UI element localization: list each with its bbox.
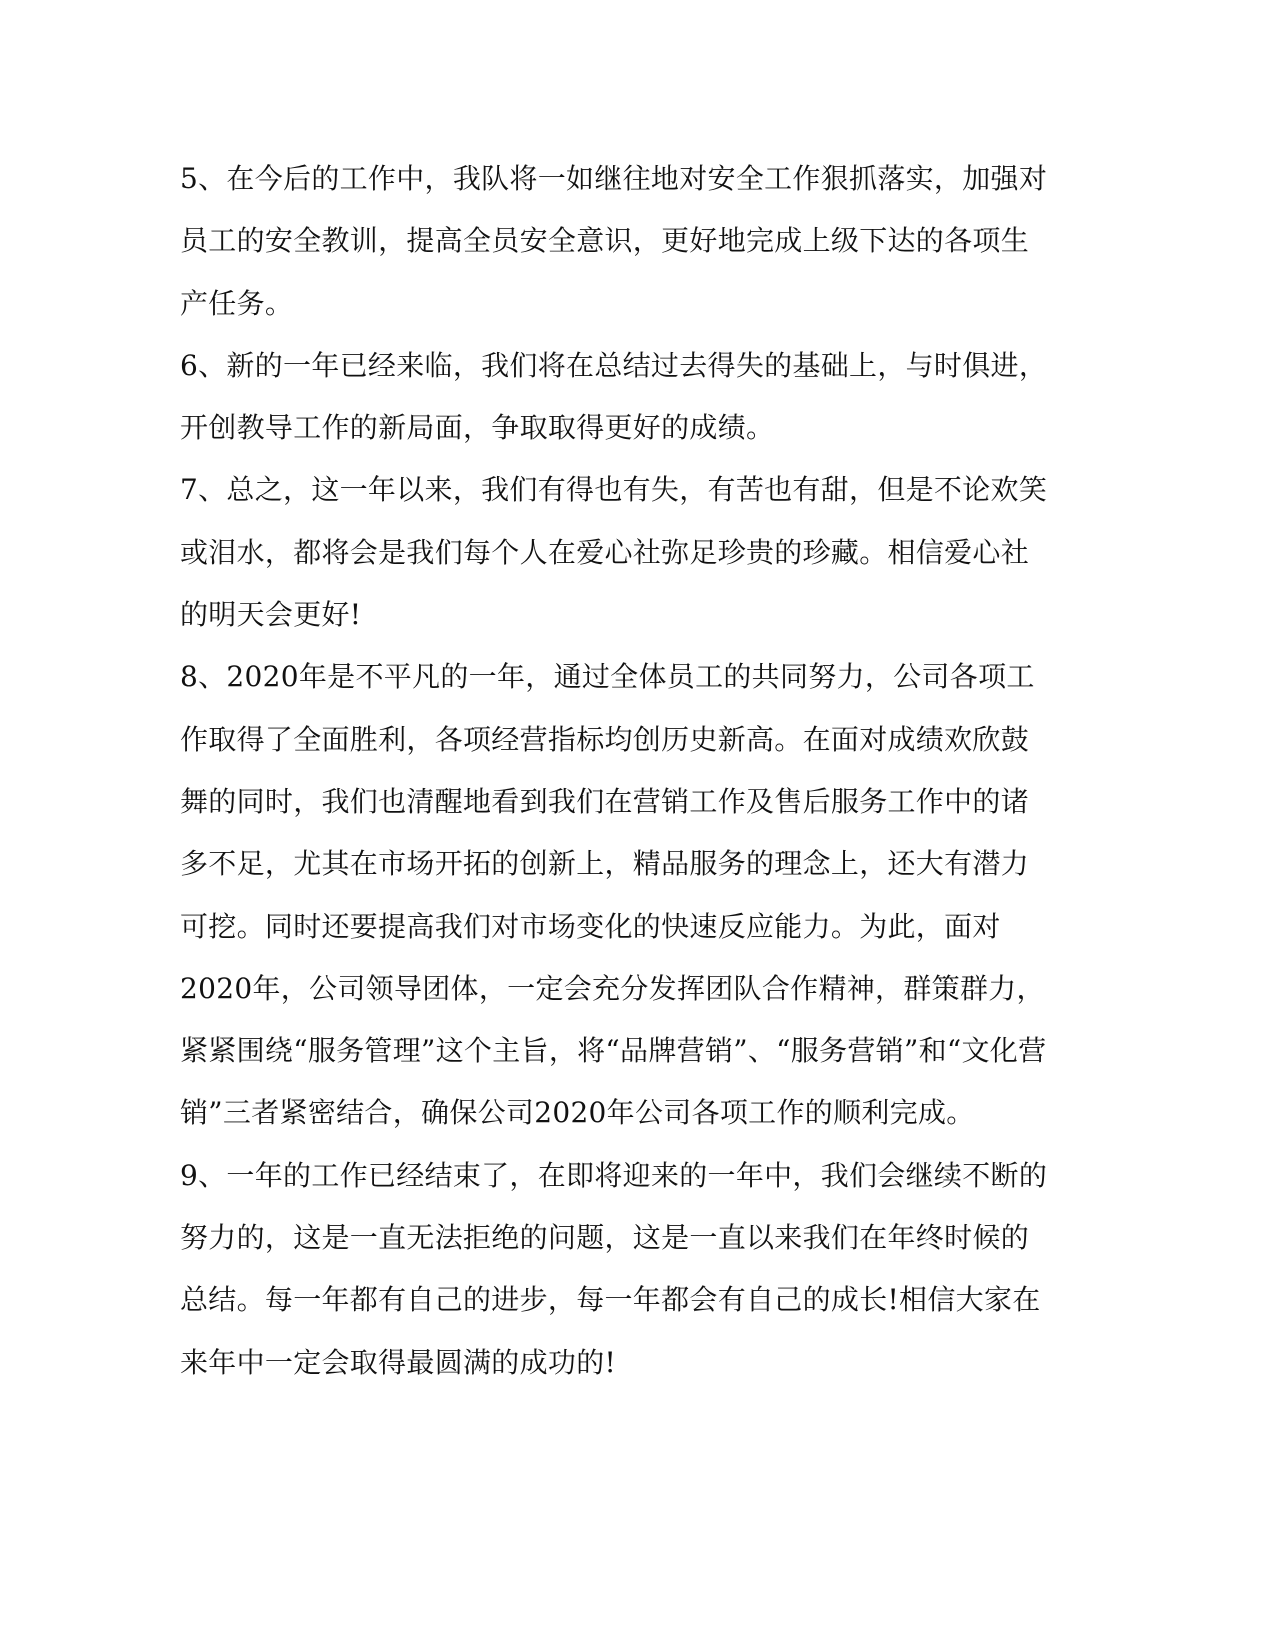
- paragraph-9: 9、一年的工作已经结束了，在即将迎来的一年中，我们会继续不断的努力的，这是一直无法拒绝的问题，这是一直以来我们在年终时候的总结。每一年都有自己的进步，每一年都会有自己的成长!相信大家在来年中一定会取得最圆满的成功的!: [180, 1158, 1048, 1379]
- paragraph-6: 6、新的一年已经来临，我们将在总结过去得失的基础上，与时俱进，开创教导工作的新局面，争取取得更好的成绩。: [180, 348, 1048, 445]
- paragraph-8: 8、2020年是不平凡的一年，通过全体员工的共同努力，公司各项工作取得了全面胜利，各项经营指标均创历史新高。在面对成绩欢欣鼓舞的同时，我们也清醒地看到我们在营销工作及售后服务工作中的诸多不足，尤其在市场开拓的创新上，精品服务的理念上，还大有潜力可挖。同时还要提高我们对市场变化的快速反应能力。为此，面对2020年，公司领导团体，一定会充分发挥团队合作精神，群策群力，紧紧围绕“服务管理”这个主旨，将“品牌营销”、“服务营销”和“文化营销”三者紧密结合，确保公司2020年公司各项工作的顺利完成。: [180, 660, 1047, 1130]
- paragraph-5: 5、在今后的工作中，我队将一如继往地对安全工作狠抓落实，加强对员工的安全教训，提高全员安全意识，更好地完成上级下达的各项生产任务。: [180, 162, 1048, 320]
- document-body: [180, 148, 1050, 1394]
- paragraph-7: 7、总之，这一年以来，我们有得也有失，有苦也有甜，但是不论欢笑或泪水，都将会是我们每个人在爱心社弥足珍贵的珍藏。相信爱心社的明天会更好!: [180, 473, 1048, 632]
